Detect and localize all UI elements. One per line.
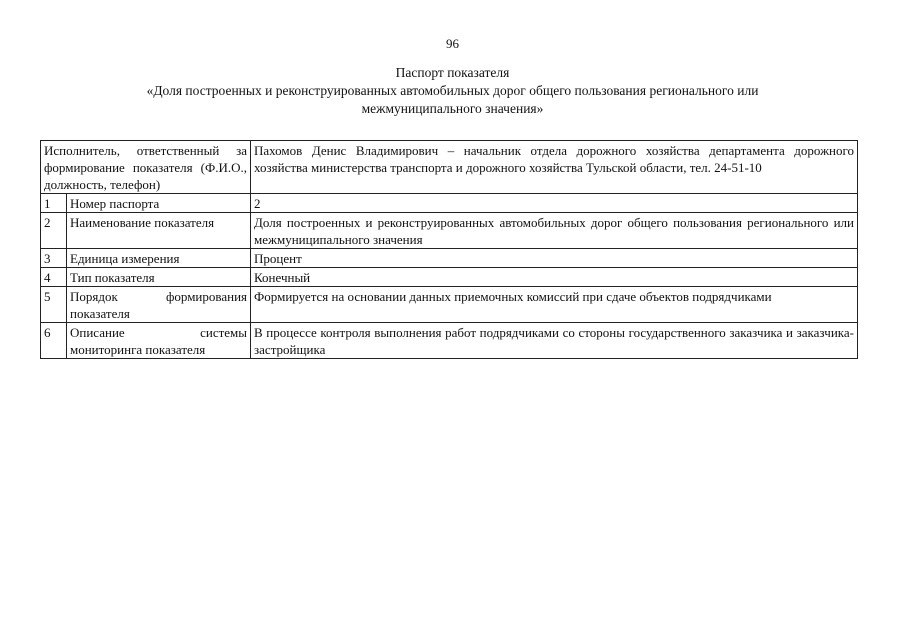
- row-label: Порядок формирования показателя: [67, 287, 251, 323]
- title-line-1: Паспорт показателя: [395, 65, 510, 80]
- passport-table: [40, 140, 858, 359]
- row-number: 4: [41, 268, 67, 287]
- responsible-value: Пахомов Денис Владимирович – начальник отдела дорожного хозяйства департамента дорожного хозяйства министерства транспорта и дорожного хозяйства Тульской области, тел. 24-51-10: [251, 141, 858, 194]
- title-line-3: межмуниципального значения»: [361, 101, 544, 116]
- row-number: 3: [41, 249, 67, 268]
- row-value: Процент: [251, 249, 858, 268]
- page-number: 96: [446, 36, 459, 51]
- table-row: [41, 213, 858, 249]
- title-line-2: «Доля построенных и реконструированных автомобильных дорог общего пользования регионального или: [146, 83, 759, 98]
- row-label: Наименование показателя: [67, 213, 251, 249]
- row-number: 6: [41, 323, 67, 359]
- table-row: [41, 268, 858, 287]
- table-row: [41, 249, 858, 268]
- table-row: [41, 287, 858, 323]
- table-row-responsible: [41, 141, 858, 194]
- responsible-label: Исполнитель, ответственный за формирование показателя (Ф.И.О., должность, телефон): [41, 141, 251, 194]
- row-value: 2: [251, 194, 858, 213]
- row-value: В процессе контроля выполнения работ подрядчиками со стороны государственного заказчика и заказчика-застройщика: [251, 323, 858, 359]
- row-number: 5: [41, 287, 67, 323]
- row-label: Тип показателя: [67, 268, 251, 287]
- row-label: Номер паспорта: [67, 194, 251, 213]
- row-value: Формируется на основании данных приемочных комиссий при сдаче объектов подрядчиками: [251, 287, 858, 323]
- table-row: [41, 323, 858, 359]
- row-number: 1: [41, 194, 67, 213]
- table-row: [41, 194, 858, 213]
- row-value: Доля построенных и реконструированных автомобильных дорог общего пользования регионального или межмуниципального значения: [251, 213, 858, 249]
- row-number: 2: [41, 213, 67, 249]
- document-title: [60, 64, 845, 118]
- row-value: Конечный: [251, 268, 858, 287]
- row-label: Описание системы мониторинга показателя: [67, 323, 251, 359]
- row-label: Единица измерения: [67, 249, 251, 268]
